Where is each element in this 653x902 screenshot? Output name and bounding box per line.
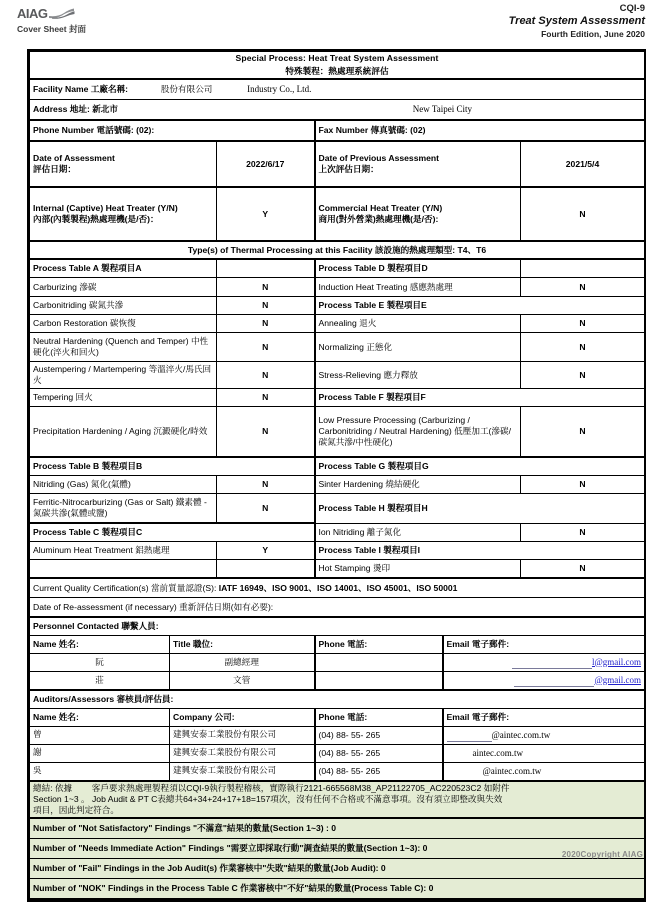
process-left-value: N [217, 476, 315, 494]
reassessment-label: Date of Re-assessment (if necessary) 重新評估日期(如有必要): [30, 598, 645, 618]
process-left-value: N [217, 297, 315, 315]
process-left-label [30, 560, 217, 579]
personnel-col-title: Title 職位: [170, 636, 315, 654]
finding-row [30, 818, 645, 839]
auditor-company: 建興安泰工業股份有限公司 [170, 763, 315, 782]
internal-treater-value: Y [217, 187, 315, 241]
summary-line-3: 項目，因此判定符合。 [33, 805, 119, 815]
summary-line-2: Section 1~3 。 Job Audit & PT C表總共64+34+24+17+18=157項次，沒有任何不合格或不滿意事項。沒有須立即整改與失效 [33, 794, 503, 804]
doc-title: Treat System Assessment [508, 14, 645, 27]
process-right-header-pad [521, 259, 645, 278]
personnel-phone [315, 672, 443, 691]
process-right-label: Sinter Hardening 燒結硬化 [315, 476, 521, 494]
process-right-label: Stress-Relieving 應力釋放 [315, 362, 521, 389]
process-row [30, 560, 645, 579]
thermal-types-row [30, 241, 645, 259]
process-right-header: Process Table E 製程項目E [315, 297, 645, 315]
previous-date-value: 2021/5/4 [521, 141, 645, 187]
personnel-email-cell [443, 672, 645, 691]
certification-cell [30, 578, 645, 598]
process-row [30, 542, 645, 560]
address-row [30, 100, 645, 121]
auditor-email-cell [443, 727, 645, 745]
finding-row [30, 839, 645, 859]
process-right-header: Process Table I 製程項目I [315, 542, 645, 560]
process-left-value: N [217, 333, 315, 362]
auditor-email[interactable]: @aintec.com.tw [482, 765, 542, 776]
finding-row [30, 859, 645, 879]
heat-treater-row [30, 187, 645, 241]
personnel-name: 阮 [30, 654, 170, 672]
process-right-label: Low Pressure Processing (Carburizing / Carbonitriding / Neutral Hardening) 低壓加工(滲碳/碳氮共滲/中性硬化) [315, 407, 521, 458]
process-right-header: Process Table F 製程項目F [315, 389, 645, 407]
personnel-header-row [30, 636, 645, 654]
facility-name-label: Facility Name 工廠名稱: [33, 83, 129, 94]
internal-treater-label: Internal (Captive) Heat Treater (Y/N) 內部(內製製程)熱處理機(是/否)： [30, 187, 217, 241]
summary-row [30, 781, 645, 818]
personnel-title: 文管 [170, 672, 315, 691]
process-left-header: Process Table B 製程項目B [30, 457, 315, 476]
commercial-treater-label: Commercial Heat Treater (Y/N) 商用(對外營業)熱處理機(是/否): [315, 187, 521, 241]
auditors-col-email: Email 電子郵件: [443, 709, 645, 727]
personnel-email-cell [443, 654, 645, 672]
process-left-value: N [217, 407, 315, 458]
form-title-cn: 特殊製程：熱處理系統評估 [30, 65, 645, 79]
process-right-header: Process Table D 製程項目D [315, 259, 521, 278]
auditors-col-name: Name 姓名: [30, 709, 170, 727]
process-row [30, 333, 645, 362]
process-row [30, 407, 645, 458]
auditor-email[interactable]: @aintec.com.tw [491, 729, 551, 740]
assessment-form [27, 49, 646, 902]
process-left-label: Carbon Restoration 碳恢復 [30, 315, 217, 333]
process-left-value: N [217, 494, 315, 524]
process-row [30, 523, 645, 542]
process-left-header: Process Table C 製程項目C [30, 523, 315, 542]
personnel-col-name: Name 姓名: [30, 636, 170, 654]
process-left-header-pad [217, 259, 315, 278]
auditor-name: 謝 [30, 745, 170, 763]
commercial-treater-value: N [521, 187, 645, 241]
process-left-label: Carbonitriding 碳氮共滲 [30, 297, 217, 315]
personnel-col-email: Email 電子郵件: [443, 636, 645, 654]
process-right-value: N [521, 523, 645, 542]
assessment-date-label: Date of Assessment 評估日期： [30, 141, 217, 187]
finding-fail-job-audit: Number of "Fail" Findings in the Job Audit(s) 作業審核中"失敗"結果的數量(Job Audit): 0 [30, 859, 645, 879]
process-right-value: N [521, 407, 645, 458]
facility-name-value-en: Industry Co., Ltd. [247, 83, 312, 94]
process-left-label: Ferritic-Nitrocarburizing (Gas or Salt) 鐵素體 - 氮碳共滲(氣體或鹽) [30, 494, 217, 524]
form-title-en: Special Process: Heat Treat System Assessment [30, 52, 645, 66]
process-left-value: Y [217, 542, 315, 560]
phone-fax-row [30, 120, 645, 141]
process-right-header: Process Table G 製程項目G [315, 457, 645, 476]
auditor-phone: (04) 88- 55- 265 [315, 763, 443, 782]
process-row [30, 278, 645, 297]
process-right-label: Hot Stamping 燙印 [315, 560, 521, 579]
fax-label: Fax Number 傳真號碼: (02) [315, 120, 645, 141]
personnel-email[interactable]: @gmail.com [594, 674, 641, 685]
auditor-row [30, 763, 645, 782]
personnel-row [30, 672, 645, 691]
process-right-label: Normalizing 正態化 [315, 333, 521, 362]
auditor-row [30, 727, 645, 745]
personnel-row [30, 654, 645, 672]
cover-sheet-label: Cover Sheet 封面 [17, 24, 86, 34]
process-right-value: N [521, 362, 645, 389]
auditor-phone: (04) 88- 55- 265 [315, 727, 443, 745]
process-left-value: N [217, 362, 315, 389]
previous-date-label: Date of Previous Assessment 上次評估日期： [315, 141, 521, 187]
auditors-col-company: Company 公司: [170, 709, 315, 727]
personnel-section-label: Personnel Contacted 聯繫人員: [30, 617, 645, 636]
facility-name-row [30, 79, 645, 100]
process-left-label: Nitriding (Gas) 氮化(氣體) [30, 476, 217, 494]
process-right-label: Induction Heat Treating 感應熱處理 [315, 278, 521, 297]
process-left-header: Process Table A 製程項目A [30, 259, 217, 278]
process-right-value: N [521, 333, 645, 362]
process-left-label: Austempering / Martempering 等溫淬火/馬氏回火 [30, 362, 217, 389]
auditor-email[interactable]: aintec.com.tw [472, 747, 523, 758]
process-right-header: Process Table H 製程項目H [315, 494, 645, 524]
personnel-col-phone: Phone 電話: [315, 636, 443, 654]
phone-label: Phone Number 電話號碼: (02): [30, 120, 315, 141]
certification-label: Current Quality Certification(s) 當前質量認證(S): [33, 582, 219, 593]
process-row [30, 457, 645, 476]
personnel-email[interactable]: l@gmail.com [591, 656, 641, 667]
auditors-header-row [30, 709, 645, 727]
process-row [30, 259, 645, 278]
process-row [30, 476, 645, 494]
thermal-types-label: Type(s) of Thermal Processing at this Facility 該設施的熱處理類型: T4、T6 [30, 241, 645, 259]
doc-edition: Fourth Edition, June 2020 [541, 28, 645, 39]
auditor-company: 建興安泰工業股份有限公司 [170, 727, 315, 745]
process-left-value: N [217, 389, 315, 407]
process-left-label: Tempering 回火 [30, 389, 217, 407]
process-right-value: N [521, 315, 645, 333]
process-right-value: N [521, 476, 645, 494]
finding-nok-process-table-c: Number of "NOK" Findings in the Process Table C 作業審核中"不好"結果的數量(Process Table C): 0 [30, 879, 645, 900]
process-left-value: N [217, 315, 315, 333]
process-right-label: Annealing 退火 [315, 315, 521, 333]
personnel-title: 副總經理 [170, 654, 315, 672]
auditors-section-label: Auditors/Assessors 審核員/評估員: [30, 690, 645, 709]
doc-code: CQI-9 [619, 3, 645, 14]
certification-row [30, 578, 645, 598]
process-right-value: N [521, 560, 645, 579]
title-row-1 [30, 52, 645, 66]
process-row [30, 297, 645, 315]
address-cell [30, 100, 645, 121]
auditor-email-cell [443, 745, 645, 763]
auditor-name: 曾 [30, 727, 170, 745]
assessment-date-row [30, 141, 645, 187]
facility-name-cell [30, 79, 645, 100]
process-right-label: Ion Nitriding 離子氮化 [315, 523, 521, 542]
facility-name-value-cn: 股份有限公司 [160, 84, 213, 95]
auditor-name: 吳 [30, 763, 170, 782]
header-right-block [509, 3, 645, 39]
process-left-value: N [217, 278, 315, 297]
finding-row [30, 879, 645, 900]
assessment-date-value: 2022/6/17 [217, 141, 315, 187]
summary-cell [30, 781, 645, 818]
process-left-label: Neutral Hardening (Quench and Temper) 中性硬化(淬火和回火) [30, 333, 217, 362]
auditor-company: 建興安泰工業股份有限公司 [170, 745, 315, 763]
aiag-logo-text: AIAG [17, 6, 48, 21]
auditor-email-cell [443, 763, 645, 782]
process-row [30, 389, 645, 407]
finding-not-satisfactory: Number of "Not Satisfactory" Findings "不滿意"結果的數量(Section 1~3) : 0 [30, 818, 645, 839]
process-row [30, 494, 645, 524]
address-label: Address 地址: 新北市 [33, 103, 118, 114]
certification-value: IATF 16949、ISO 9001、ISO 14001、ISO 45001、ISO 50001 [218, 582, 458, 593]
title-row-2 [30, 65, 645, 79]
copyright-footer: 2020Copyright AIAG [561, 850, 643, 859]
process-right-value: N [521, 278, 645, 297]
auditor-phone: (04) 88- 55- 265 [315, 745, 443, 763]
aiag-logo-block [17, 6, 86, 35]
process-row [30, 362, 645, 389]
address-value: New Taipei City [412, 103, 472, 114]
process-left-label: Carburizing 滲碳 [30, 278, 217, 297]
reassessment-row [30, 598, 645, 618]
personnel-phone [315, 654, 443, 672]
summary-line-1: 總結: 依據 客戶要求熱處理製程須以CQI-9執行製程稽核，實際執行2121-665568M38_AP21122705_AC220523C2 如附件 [33, 783, 510, 793]
auditor-row [30, 745, 645, 763]
personnel-name: 莊 [30, 672, 170, 691]
process-row [30, 315, 645, 333]
aiag-swoosh-icon [49, 8, 75, 19]
auditors-col-phone: Phone 電話: [315, 709, 443, 727]
process-left-label: Aluminum Heat Treatment 鋁熱處理 [30, 542, 217, 560]
process-left-value [217, 560, 315, 579]
document-header [0, 0, 653, 46]
personnel-section-row [30, 617, 645, 636]
finding-needs-immediate-action: Number of "Needs Immediate Action" Findings "需要立即採取行動"調查結果的數量(Section 1~3): 0 [30, 839, 645, 859]
auditors-section-row [30, 690, 645, 709]
process-left-label: Precipitation Hardening / Aging 沉澱硬化/時效 [30, 407, 217, 458]
